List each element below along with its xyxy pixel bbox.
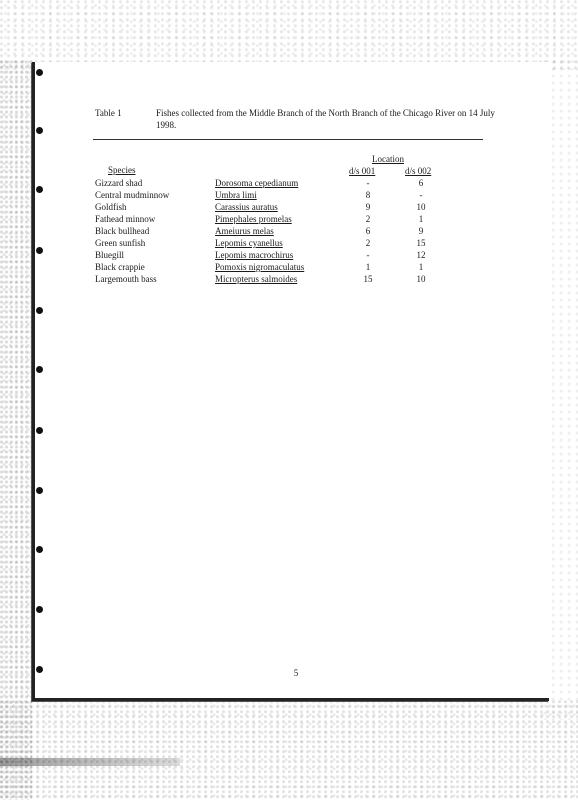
count-loc1: 9 <box>365 202 371 212</box>
count-loc1: 2 <box>365 214 371 224</box>
punch-hole <box>36 366 43 373</box>
table-row <box>95 189 495 201</box>
scientific-name: Pomoxis nigromaculatus <box>215 262 305 272</box>
table-row <box>95 273 495 285</box>
scan-streak <box>0 758 180 766</box>
table-row <box>95 213 495 225</box>
document-page <box>32 62 549 701</box>
punch-hole <box>36 666 43 673</box>
punch-hole <box>36 69 43 76</box>
location-2-column-header: d/s 002 <box>405 166 432 176</box>
table-row <box>95 249 495 261</box>
common-name: Central mudminnow <box>95 190 170 200</box>
scientific-name: Lepomis cyanellus <box>215 238 283 248</box>
count-loc1: 2 <box>365 238 371 248</box>
table-caption-text: Fishes collected from the Middle Branch of the North Branch of the Chicago River on 14 July 1998. <box>156 108 495 130</box>
common-name: Black crappie <box>95 262 145 272</box>
table-label: Table 1 <box>95 108 122 118</box>
common-name: Bluegill <box>95 250 124 260</box>
scientific-name: Carassius auratus <box>215 202 278 212</box>
count-loc2: 6 <box>418 178 424 188</box>
common-name: Green sunfish <box>95 238 146 248</box>
count-loc1: 1 <box>365 262 371 272</box>
common-name: Goldfish <box>95 202 127 212</box>
count-loc1: - <box>366 178 370 188</box>
table-row <box>95 201 495 213</box>
count-loc2: 10 <box>416 274 426 284</box>
punch-hole <box>36 127 43 134</box>
count-loc2: 12 <box>416 250 426 260</box>
species-column-header: Species <box>108 165 136 175</box>
common-name: Gizzard shad <box>95 178 143 188</box>
location-header-text: Location <box>372 154 404 164</box>
scan-noise-top <box>0 0 578 70</box>
count-loc1: 15 <box>363 274 373 284</box>
punch-hole <box>36 427 43 434</box>
scan-noise-left <box>0 60 32 800</box>
count-loc2: 1 <box>418 262 424 272</box>
species-table <box>95 177 495 285</box>
count-loc1: 6 <box>365 226 371 236</box>
count-loc1: - <box>366 250 370 260</box>
scientific-name: Umbra limi <box>215 190 257 200</box>
table-row <box>95 261 495 273</box>
location-1-column-header: d/s 001 <box>349 166 376 176</box>
page-number: 5 <box>293 668 299 678</box>
punch-hole <box>36 546 43 553</box>
table-row <box>95 225 495 237</box>
count-loc2: 10 <box>416 202 426 212</box>
count-loc2: 1 <box>418 214 424 224</box>
location-header <box>338 154 438 165</box>
punch-hole <box>36 487 43 494</box>
count-loc2: 9 <box>418 226 424 236</box>
count-loc2: - <box>419 190 423 200</box>
punch-hole <box>36 247 43 254</box>
punch-hole <box>36 606 43 613</box>
punch-hole <box>36 307 43 314</box>
scan-noise-bottom <box>0 700 578 800</box>
count-loc1: 8 <box>365 190 371 200</box>
common-name: Largemouth bass <box>95 274 157 284</box>
common-name: Black bullhead <box>95 226 150 236</box>
count-loc2: 15 <box>416 238 426 248</box>
table-row <box>95 177 495 189</box>
scientific-name: Ameiurus melas <box>215 226 274 236</box>
scientific-name: Dorosoma cepedianum <box>215 178 299 188</box>
punch-hole <box>36 186 43 193</box>
common-name: Fathead minnow <box>95 214 156 224</box>
scientific-name: Micropterus salmoides <box>215 274 298 284</box>
scientific-name: Pimephales promelas <box>215 214 292 224</box>
caption-rule <box>93 139 483 140</box>
scientific-name: Lepomis macrochirus <box>215 250 294 260</box>
table-row <box>95 237 495 249</box>
